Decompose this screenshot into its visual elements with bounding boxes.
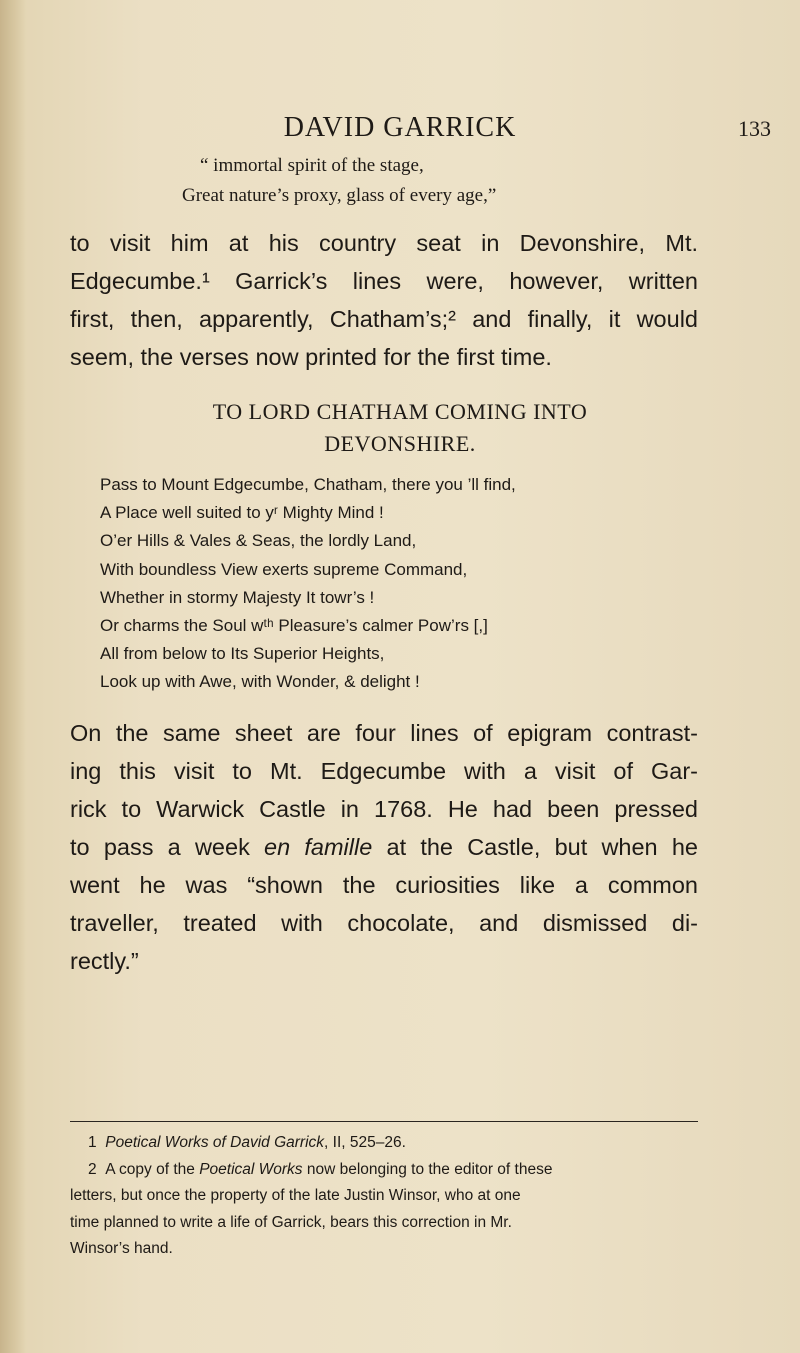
footnote-text: A copy of the <box>105 1160 200 1178</box>
footnote-number: 2 <box>88 1160 97 1178</box>
footnote-2 <box>70 1157 698 1184</box>
verse-line: Look up with Awe, with Wonder, & delight ! <box>100 672 420 692</box>
footnote-rule <box>70 1121 698 1122</box>
footnote-title: Poetical Works of David Garrick <box>105 1134 325 1151</box>
paragraph-line: On the same sheet are four lines of epigram contrast- <box>70 720 698 746</box>
poem-title-line: DEVONSHIRE. <box>324 431 476 456</box>
footnote-text: now belonging to the editor of these <box>302 1160 553 1178</box>
paragraph-line <box>70 828 698 866</box>
page-number: 133 <box>738 116 771 141</box>
poem-verse <box>100 471 516 697</box>
verse-line: With boundless View exerts supreme Command, <box>100 559 468 579</box>
footnotes <box>70 1130 698 1263</box>
verse-line: O’er Hills & Vales & Seas, the lordly Land, <box>100 531 417 551</box>
quote-line: Great nature’s proxy, glass of every age,” <box>182 185 497 206</box>
running-header: DAVID GARRICK <box>283 112 517 143</box>
quote-line: “ immortal spirit of the stage, <box>200 155 424 176</box>
verse-line: Or charms the Soul wᵗʰ Pleasure’s calmer Pow’rs [,] <box>100 616 488 636</box>
footnote-line: Winsor’s hand. <box>70 1240 173 1257</box>
footnote-line: letters, but once the property of the late Justin Winsor, who at one <box>70 1187 521 1204</box>
text-run: at the Castle, but when he <box>372 834 698 860</box>
italic-phrase: en famille <box>264 834 373 860</box>
paragraph-line: to visit him at his country seat in Devonshire, Mt. <box>70 230 698 256</box>
footnote-text: , II, 525–26. <box>324 1134 406 1151</box>
paragraph-line: Edgecumbe.¹ Garrick’s lines were, however, written <box>70 268 698 294</box>
paragraph-line: rick to Warwick Castle in 1768. He had been pressed <box>70 796 698 822</box>
paragraph-line: traveller, treated with chocolate, and dismissed di- <box>70 910 698 936</box>
verse-line: A Place well suited to yʳ Mighty Mind ! <box>100 503 384 523</box>
paragraph-line: ing this visit to Mt. Edgecumbe with a visit of Gar- <box>70 758 698 784</box>
footnote-line: time planned to write a life of Garrick, bears this correction in Mr. <box>70 1213 512 1231</box>
paragraph-line: rectly.” <box>70 948 139 974</box>
footnote-title: Poetical Works <box>199 1160 303 1178</box>
paragraph-line: first, then, apparently, Chatham’s;² and finally, it would <box>70 306 698 332</box>
verse-line: Whether in stormy Majesty It towr’s ! <box>100 587 375 607</box>
paragraph-line: seem, the verses now printed for the first time. <box>70 344 552 370</box>
text-run: to pass a week <box>70 834 265 860</box>
verse-line: Pass to Mount Edgecumbe, Chatham, there you ’ll find, <box>100 475 516 494</box>
quoted-verse <box>182 151 497 211</box>
paragraph-intro <box>70 224 698 376</box>
footnote-number: 1 <box>88 1134 97 1151</box>
book-spine-shadow <box>0 0 26 1353</box>
verse-line: All from below to Its Superior Heights, <box>100 644 385 664</box>
poem-title <box>0 396 800 460</box>
paragraph-line: went he was “shown the curiosities like a common <box>70 872 698 898</box>
poem-title-line: TO LORD CHATHAM COMING INTO <box>212 399 588 424</box>
paragraph-epigram <box>70 714 698 980</box>
footnote-1 <box>70 1130 698 1157</box>
